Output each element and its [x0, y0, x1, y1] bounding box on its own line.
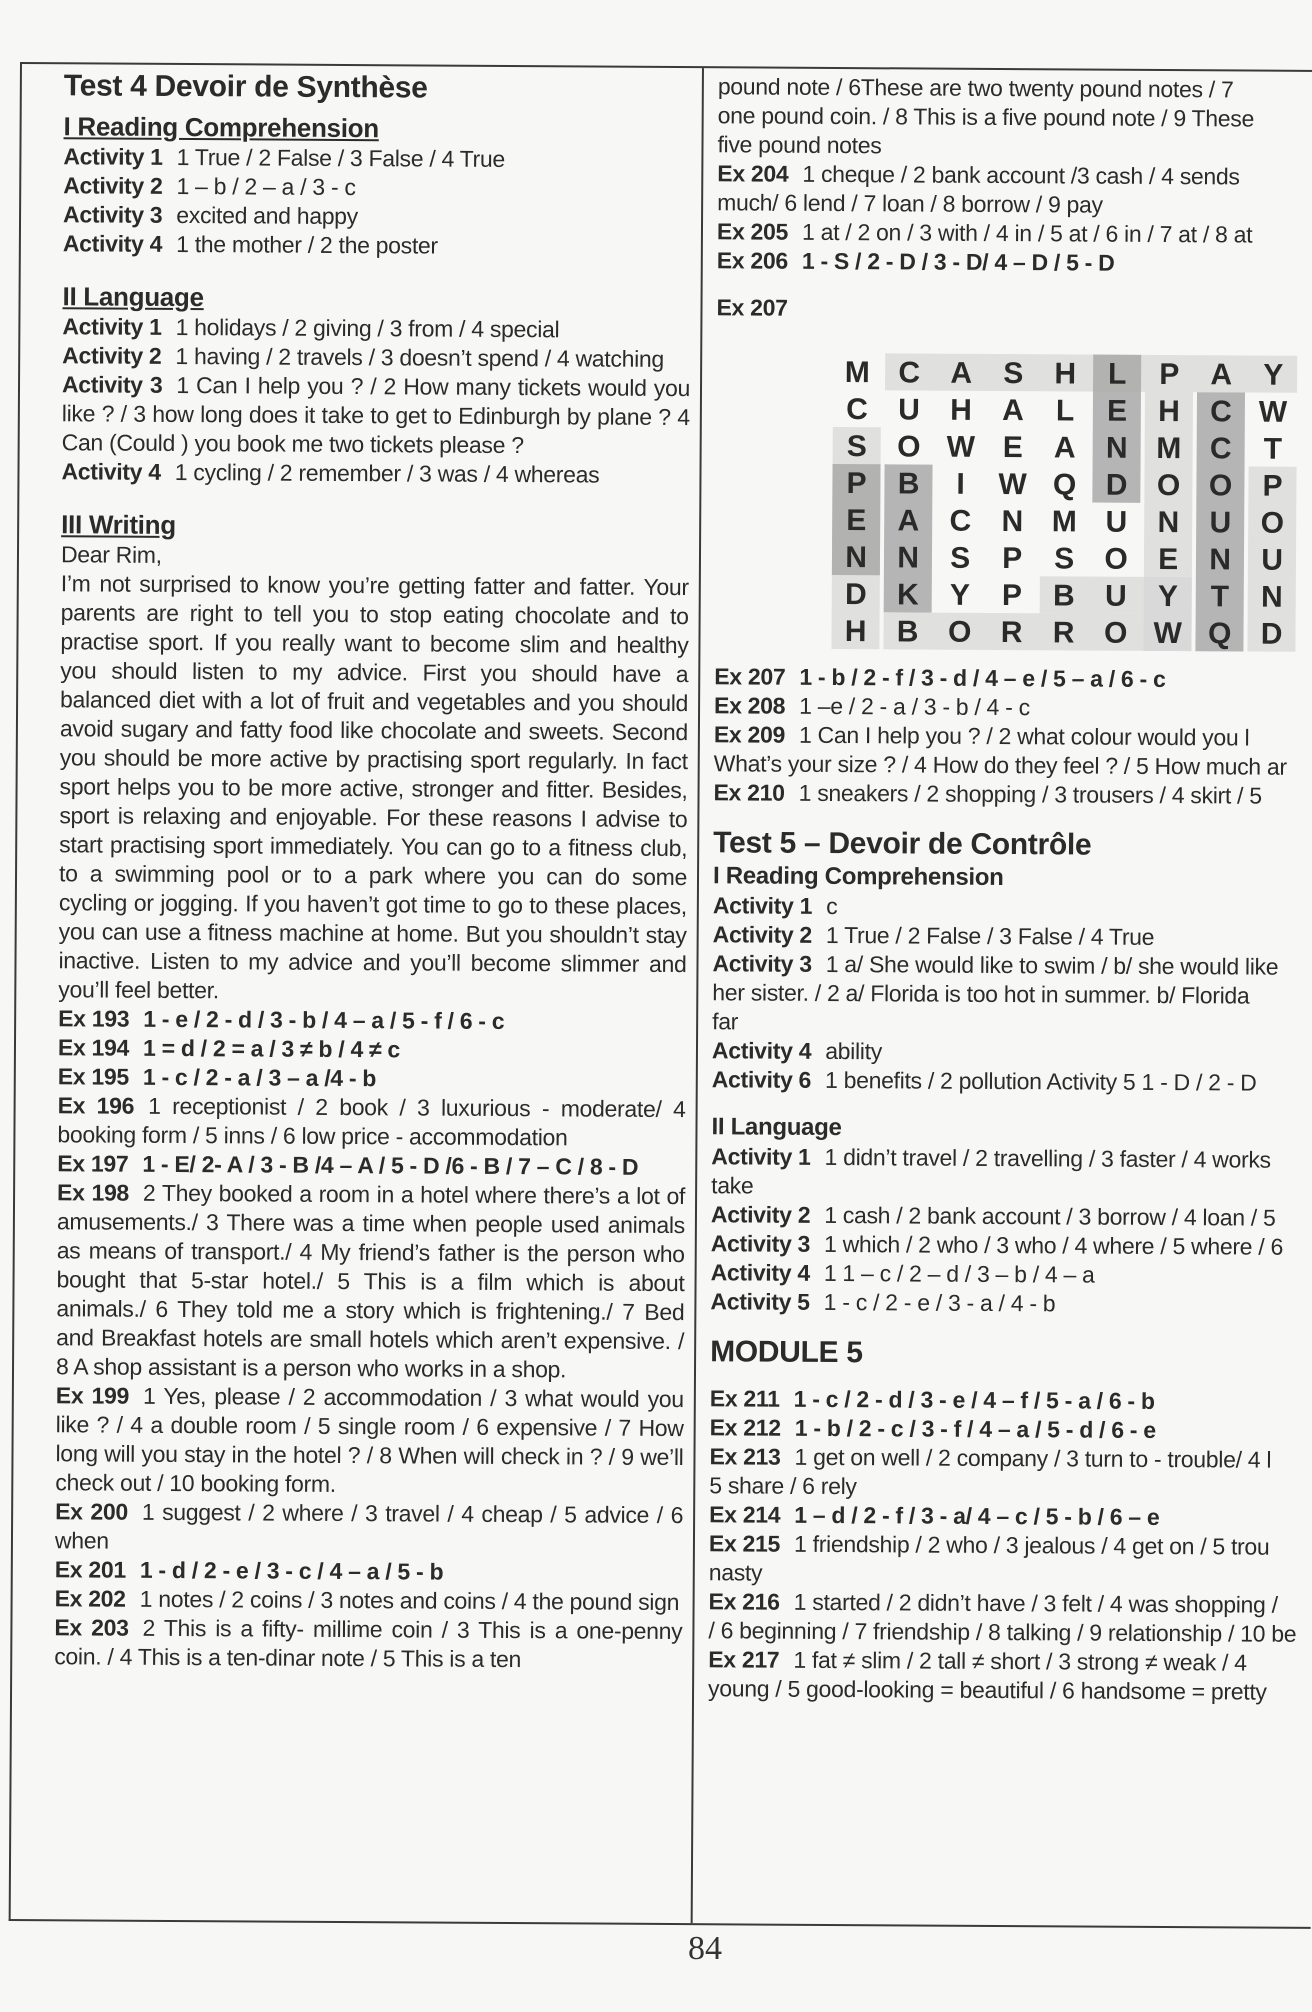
grid-letter: H — [1054, 356, 1076, 390]
exercise-text: 1 - b / 2 - f / 3 - d / 4 – e / 5 – a / 6 - c — [799, 663, 1166, 693]
exercise-text: 2 This is a fifty- millime coin / 3 This is a one-penny coin. / 4 This is a ten-dinar note / 5 This is a ten — [54, 1614, 683, 1673]
activity-label: Activity 1 — [712, 892, 813, 919]
right-column — [708, 72, 1312, 1707]
grid-letter: Y — [949, 578, 970, 612]
t5-language-heading: II Language — [711, 1113, 842, 1142]
activity-line — [712, 978, 1312, 1011]
column-divider — [691, 68, 704, 1923]
grid-letter: K — [896, 577, 919, 611]
left-exercises — [54, 1004, 686, 1675]
exercise-line — [710, 1384, 1312, 1417]
grid-letter: T — [1263, 432, 1282, 466]
activity-text: 1 – b / 2 – a / 3 - c — [176, 172, 356, 201]
exercise-text: 1 sneakers / 2 shopping / 3 trousers / 4 skirt / 5 — [798, 779, 1262, 809]
grid-letter: S — [1054, 541, 1074, 575]
grid-letter: N — [1157, 505, 1179, 539]
continuation-line: five pound notes — [717, 131, 882, 159]
exercise-label: Ex 210 — [713, 779, 785, 806]
activity-label: Activity 3 — [62, 201, 163, 228]
grid-letter: E — [1002, 430, 1023, 464]
page-number: 84 — [688, 1930, 722, 1967]
grid-letter: H — [950, 393, 972, 427]
exercises-207-210 — [713, 662, 1312, 811]
exercise-line — [708, 1616, 1312, 1649]
reading-heading: I Reading Comprehension — [63, 111, 379, 144]
exercise-line — [708, 1645, 1312, 1678]
activity-label: Activity 2 — [62, 342, 162, 369]
exercise-text: What’s your size ? / 4 How do they feel ? / 5 How much ar — [713, 750, 1287, 780]
grid-letter: M — [844, 355, 870, 389]
activity-text: 1 which / 2 who / 3 who / 4 where / 5 where / 6 — [823, 1230, 1284, 1260]
activity-label: Activity 1 — [711, 1143, 811, 1170]
t5-reading-heading: I Reading Comprehension — [712, 862, 1004, 892]
exercise-label: Ex 208 — [714, 692, 786, 719]
module-exercises — [708, 1384, 1312, 1707]
exercises-204-206 — [717, 159, 1312, 279]
activity-label: Activity 6 — [711, 1066, 812, 1093]
grid-letter: C — [898, 355, 920, 390]
activity-label: Activity 2 — [710, 1201, 811, 1228]
grid-letter: B — [897, 466, 920, 500]
grid-letter: U — [898, 392, 920, 427]
grid-letter: N — [897, 540, 919, 574]
exercise-text: 1 - c / 2 - a / 3 – a /4 - b — [142, 1063, 377, 1092]
grid-letter: O — [897, 429, 921, 464]
grid-letter: P — [1002, 541, 1022, 575]
activity-line — [711, 1200, 1312, 1233]
grid-letter: N — [1105, 431, 1128, 465]
continuation-line: one pound coin. / 8 This is a five pound note / 9 These — [717, 102, 1255, 132]
grid-letter: W — [946, 430, 975, 464]
exercise-label: Ex 201 — [54, 1556, 126, 1583]
activity-line — [712, 949, 1312, 982]
exercise-label: Ex 195 — [57, 1063, 129, 1090]
activity-line — [712, 1036, 1312, 1069]
activity-text: c — [826, 892, 838, 920]
grid-letter: P — [1262, 469, 1283, 503]
activity-text: 1 benefits / 2 pollution Activity 5 1 - D / 2 - D — [824, 1066, 1257, 1096]
activity-label: Activity 5 — [710, 1288, 810, 1315]
exercise-text: 1 - b / 2 - c / 3 - f / 4 – a / 5 - d / 6 - e — [794, 1414, 1156, 1443]
exercise-text: 1 - e / 2 - d / 3 - b / 4 – a / 5 - f / 6 - c — [143, 1005, 505, 1034]
grid-letter: D — [1105, 468, 1128, 502]
activity-label: Activity 3 — [712, 950, 812, 977]
grid-letter: P — [846, 466, 867, 500]
exercise-text: 1 suggest / 2 where / 3 travel / 4 cheap / 5 advice / 6 when — [54, 1498, 684, 1554]
activity-text: 1 having / 2 travels / 3 doesn’t spend / 4 watching — [175, 342, 665, 372]
exercise-label: Ex 206 — [716, 247, 788, 274]
exercise-text: 1 cheque / 2 bank account /3 cash / 4 sends — [802, 160, 1240, 190]
exercise-line — [713, 778, 1312, 811]
grid-letter: U — [1105, 505, 1128, 539]
activity-label: Activity 3 — [710, 1230, 811, 1257]
grid-letter: O — [947, 615, 972, 649]
activity-text: ability — [825, 1037, 883, 1065]
activity — [61, 457, 689, 490]
exercise-label: Ex 198 — [57, 1179, 130, 1206]
grid-letter: U — [1261, 543, 1283, 577]
grid-letter: B — [896, 614, 919, 648]
exercise-text: 2 They booked a room in a hotel where there’s a lot of amusements./ 3 There was a time when people used animals as means of transport./ 4 My friend’s father is the person who bought that 5-star hotel./ 5 This is a film which is about animals./ 6 They told me a story which is frightening./ 7 Bed and Breakfast hotels are small hotels which aren’t expensive. / 8 A shop assistant is a person who works in a shop. — [55, 1179, 686, 1383]
exercise-line — [717, 159, 1312, 192]
grid-letter: Y — [1157, 579, 1178, 613]
activity — [62, 341, 690, 374]
exercise-label: Ex 193 — [58, 1005, 130, 1032]
letter-body: I’m not surprised to know you’re getting fatter and fatter. Your parents are right to tell you to stop eating chocolate and to practise sport. If you really want to become slim and healthy you should listen to my advice. First you should have a balanced diet with a lot of fruit and vegetables and you should avoid sugary and fatty food like chocolate and sweets. Second you should be more active by practising sport regularly. In fact sport helps you to be more active, stronger and fitter. Besides, sport is relaxing and enjoyable. For these reasons I advise to start practising sport immediately. You can go to a fitness club, to a swimming pool or to a park where you can do some cycling or jogging. If you haven’t got time to go to these places, you can use a fitness machine at home. But you shouldn’t stay inactive. Listen to my advice and you’ll become slimmer and you’ll feel better. — [58, 570, 689, 1004]
answer-key-frame — [9, 62, 1312, 1929]
activity-text: 1 a/ She would like to swim / b/ she would like — [825, 950, 1279, 980]
activity-text: excited and happy — [176, 201, 359, 230]
exercise-label: Ex 212 — [709, 1414, 781, 1441]
activity-line — [712, 1007, 1312, 1040]
activity-label: Activity 4 — [710, 1259, 810, 1286]
grid-letter: L — [1108, 357, 1127, 391]
grid-letter: L — [1055, 393, 1075, 427]
exercise-text: 1 – d / 2 - f / 3 - a/ 4 – c / 5 - b / 6 – e — [794, 1501, 1160, 1530]
activity-text: 1 cash / 2 bank account / 3 borrow / 4 loan / 5 — [824, 1201, 1276, 1231]
activity-text: 1 - c / 2 - e / 3 - a / 4 - b — [823, 1288, 1056, 1317]
exercise-label: Ex 202 — [54, 1585, 126, 1612]
grid-letter: D — [1260, 617, 1283, 651]
activity-text: her sister. / 2 a/ Florida is too hot in summer. b/ Florida — [712, 979, 1250, 1009]
module-title: MODULE 5 — [710, 1335, 863, 1370]
t5-language-activities — [710, 1142, 1312, 1320]
grid-letter: R — [1052, 615, 1075, 649]
exercise-label: Ex 200 — [55, 1498, 128, 1525]
exercise-text: 1 - S / 2 - D / 3 - D/ 4 – D / 5 - D — [801, 247, 1115, 276]
activity-line — [711, 1229, 1312, 1262]
exercise-label: Ex 196 — [57, 1092, 135, 1119]
exercise-label: Ex 197 — [57, 1150, 129, 1177]
exercise-text: 1 –e / 2 - a / 3 - b / 4 - c — [799, 692, 1030, 721]
exercise-line — [717, 246, 1312, 279]
exercise — [55, 1555, 683, 1588]
activity-label: Activity 1 — [62, 313, 162, 340]
left-column — [54, 68, 692, 1675]
grid-letter: U — [1104, 579, 1127, 613]
grid-letter: N — [845, 540, 867, 574]
activity-label: Activity 4 — [62, 230, 163, 257]
exercise-label: Ex 217 — [708, 1646, 780, 1673]
exercise-line — [709, 1529, 1312, 1562]
exercise-line — [717, 217, 1312, 250]
exercise-label: Ex 215 — [708, 1530, 781, 1557]
exercise — [58, 1004, 686, 1037]
activity-label: Activity 4 — [61, 458, 161, 485]
exercise-text: 1 receptionist / 2 book / 3 luxurious - moderate/ 4 booking form / 5 inns / 6 low price - accommodation — [57, 1092, 686, 1151]
test5-title: Test 5 – Devoir de Contrôle — [713, 826, 1092, 862]
activity-label: Activity 1 — [63, 143, 163, 170]
grid-letter: S — [950, 541, 970, 575]
ex207-heading: Ex 207 — [716, 294, 788, 321]
grid-letter: U — [1209, 505, 1231, 539]
exercise-line — [709, 1587, 1312, 1620]
exercise-line — [709, 1442, 1312, 1475]
grid-letter: A — [1002, 393, 1024, 427]
reading-activities — [63, 142, 692, 262]
exercise-text: 1 notes / 2 coins / 3 notes and coins / 4 the pound sign — [139, 1585, 680, 1616]
exercise-label: Ex 199 — [55, 1382, 130, 1409]
activity-text: 1 True / 2 False / 3 False / 4 True — [825, 921, 1155, 950]
grid-letter: P — [1159, 357, 1180, 391]
exercise-label: Ex 194 — [57, 1034, 130, 1061]
t5-reading-activities — [712, 891, 1312, 1098]
grid-letter: N — [1001, 504, 1024, 538]
grid-letter: M — [1156, 431, 1182, 465]
grid-letter: W — [1153, 616, 1182, 650]
continuation-line: pound note / 6These are two twenty pound notes / 7 — [717, 73, 1234, 103]
exercise-text: nasty — [708, 1559, 763, 1586]
grid-letter: Y — [1263, 358, 1284, 392]
activity — [62, 370, 691, 461]
exercise-line — [709, 1500, 1312, 1533]
grid-letter: H — [1158, 394, 1180, 428]
exercise — [56, 1178, 685, 1385]
exercise-label: Ex 203 — [54, 1614, 129, 1641]
exercise-text: 1 get on well / 2 company / 3 turn to - trouble/ 4 l — [794, 1443, 1272, 1473]
grid-letter: Q — [1052, 467, 1077, 501]
exercise-line — [709, 1471, 1312, 1504]
exercise-label: Ex 211 — [709, 1385, 780, 1412]
activity-line — [710, 1287, 1312, 1320]
activity-text: 1 Can I help you ? / 2 How many tickets would you like ? / 3 how long does it take to get to Edinburgh by plane ? 4 Can (Could ) you book me two tickets please ? — [61, 371, 691, 459]
grid-letter: C — [949, 504, 972, 538]
grid-letter: O — [1156, 468, 1181, 502]
exercise-line — [709, 1558, 1312, 1591]
word-search-grid — [829, 353, 1301, 656]
activity-text: far — [712, 1008, 739, 1035]
exercise-text: 1 started / 2 didn’t have / 3 felt / 4 was shopping / — [793, 1588, 1278, 1618]
exercise-text: 1 - c / 2 - d / 3 - e / 4 – f / 5 - a / 6 - b — [793, 1385, 1155, 1414]
grid-letter: D — [844, 577, 867, 611]
activity — [63, 229, 691, 262]
exercise-line — [714, 662, 1312, 695]
exercise-text: 1 - E/ 2- A / 3 - B /4 – A / 5 - D /6 - B / 7 – C / 8 - D — [142, 1150, 639, 1180]
grid-letter: H — [844, 614, 867, 648]
exercise-text: much/ 6 lend / 7 loan / 8 borrow / 9 pay — [717, 189, 1103, 218]
grid-letter: T — [1210, 579, 1229, 613]
grid-letter: C — [1209, 431, 1232, 465]
exercise — [58, 1033, 686, 1066]
activity-line — [712, 1065, 1312, 1098]
grid-letter: O — [1208, 468, 1233, 502]
exercise-text: 1 Yes, please / 2 accommodation / 3 what would you like ? / 4 a double room / 5 single room / 6 expensive / 7 How long will you stay in the hotel ? / 8 When will check in ? / 9 we’ll check out / 10 booking form. — [55, 1382, 684, 1497]
grid-letter: S — [846, 429, 867, 463]
exercise-text: / 6 beginning / 7 friendship / 8 talking / 9 relationship / 10 be — [708, 1617, 1297, 1647]
exercise-text: 1 Can I help you ? / 2 what colour would you l — [798, 721, 1250, 751]
activity-text: 1 cycling / 2 remember / 3 was / 4 whereas — [174, 458, 600, 488]
exercise-line — [714, 720, 1312, 753]
exercise — [54, 1613, 682, 1675]
activity — [63, 200, 691, 233]
activity-label: Activity 2 — [712, 921, 813, 948]
exercise-text: young / 5 good-looking = beautiful / 6 handsome = pretty — [707, 1675, 1267, 1705]
activity — [63, 171, 691, 204]
language-activities — [61, 312, 690, 490]
grid-letter: C — [1210, 394, 1232, 428]
exercise — [58, 1062, 686, 1095]
exercise — [55, 1497, 683, 1559]
activity — [63, 142, 691, 175]
grid-letter: E — [846, 503, 867, 537]
grid-letter: S — [1003, 356, 1024, 390]
exercise-line — [708, 1674, 1312, 1707]
grid-letter: R — [1000, 615, 1023, 649]
grid-letter: E — [1106, 394, 1127, 428]
activity-line — [711, 1142, 1312, 1175]
writing-heading: III Writing — [61, 509, 176, 540]
activity-line — [713, 891, 1312, 924]
grid-letter: O — [1104, 542, 1128, 576]
exercise-label: Ex 204 — [717, 160, 789, 187]
grid-letter: N — [1209, 542, 1231, 576]
grid-letter: W — [1258, 395, 1287, 429]
exercise-line — [710, 1413, 1312, 1446]
exercise-text: 1 fat ≠ slim / 2 tall ≠ short / 3 strong ≠ weak / 4 — [793, 1646, 1247, 1676]
exercise — [57, 1091, 685, 1153]
exercise — [57, 1149, 685, 1182]
grid-letter: A — [950, 356, 972, 390]
activity — [62, 312, 690, 345]
grid-letter: M — [1051, 504, 1077, 538]
exercise-text: 1 = d / 2 = a / 3 ≠ b / 4 ≠ c — [143, 1034, 401, 1063]
activity-line — [711, 1171, 1312, 1204]
exercise-line — [714, 691, 1312, 724]
grid-letter: O — [1260, 506, 1284, 540]
activity-text: 1 didn’t travel / 2 travelling / 3 faster / 4 works — [824, 1143, 1271, 1173]
activity-label: Activity 4 — [711, 1037, 812, 1064]
activity-text: 1 True / 2 False / 3 False / 4 True — [176, 143, 506, 172]
exercise-label: Ex 209 — [713, 721, 786, 748]
exercise-line — [714, 749, 1312, 782]
activity-text: take — [711, 1172, 754, 1199]
exercise-text: 1 friendship / 2 who / 3 jealous / 4 get on / 5 trou — [793, 1530, 1270, 1560]
grid-letter: E — [1158, 542, 1178, 576]
test4-title: Test 4 Devoir de Synthèse — [63, 69, 428, 105]
exercise — [55, 1584, 683, 1617]
exercise-text: 1 at / 2 on / 3 with / 4 in / 5 at / 6 in / 7 at / 8 at — [802, 218, 1253, 248]
grid-letter: A — [897, 503, 920, 537]
exercise-label: Ex 205 — [716, 218, 789, 245]
exercise — [55, 1381, 684, 1501]
activity-text: 1 1 – c / 2 – d / 3 – b / 4 – a — [823, 1259, 1095, 1288]
exercise-text: 5 share / 6 rely — [709, 1472, 857, 1500]
grid-letter: P — [1001, 578, 1022, 612]
grid-letter: I — [956, 467, 965, 501]
activity-line — [711, 1258, 1312, 1291]
letter-salutation: Dear Rim, — [60, 541, 162, 568]
grid-letter: B — [1052, 578, 1075, 612]
grid-letter: Q — [1207, 616, 1232, 650]
activity-label: Activity 3 — [61, 371, 163, 398]
exercise-label: Ex 216 — [708, 1588, 780, 1615]
activity-label: Activity 2 — [63, 172, 163, 199]
grid-letter: A — [1053, 430, 1076, 464]
exercise-line — [717, 188, 1312, 221]
grid-letter: O — [1103, 616, 1128, 650]
grid-letter: A — [1210, 357, 1232, 391]
grid-letter: N — [1260, 580, 1283, 614]
activity-text: 1 holidays / 2 giving / 3 from / 4 special — [175, 313, 560, 343]
grid-letter: W — [998, 467, 1027, 501]
grid-letter: C — [846, 392, 868, 426]
language-heading: II Language — [62, 281, 204, 313]
exercise-label: Ex 207 — [714, 663, 786, 690]
exercise-label: Ex 214 — [709, 1501, 781, 1528]
exercise-text: 1 - d / 2 - e / 3 - c / 4 – a / 5 - b — [139, 1556, 444, 1585]
continuation-text — [717, 72, 1312, 163]
activity-line — [713, 920, 1312, 953]
exercise-label: Ex 213 — [709, 1443, 781, 1470]
activity-text: 1 the mother / 2 the poster — [176, 230, 438, 259]
